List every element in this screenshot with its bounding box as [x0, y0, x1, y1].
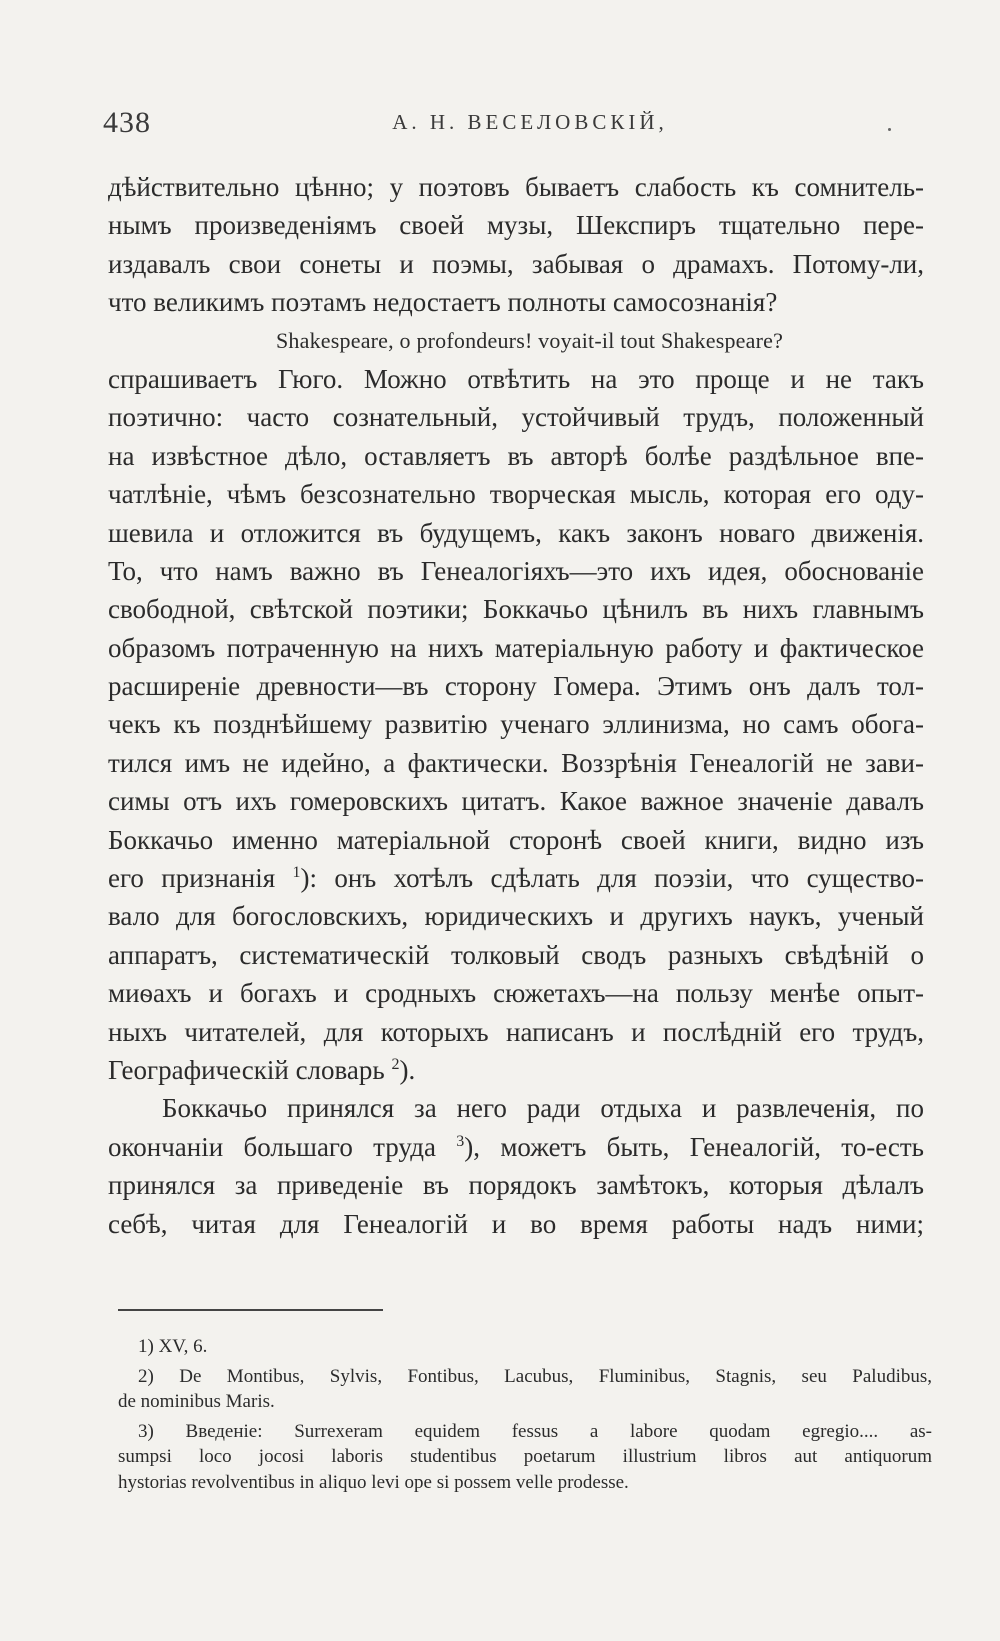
- text-line: дѣйствительно цѣнно; у поэтовъ бываетъ слабость къ сомнитель-: [108, 172, 924, 202]
- text-line: вало для богословскихъ, юридическихъ и другихъ наукъ, ученый: [108, 901, 924, 932]
- footnote-ref: 3: [456, 1132, 465, 1150]
- text-line: То, что намъ важно въ Генеалогіяхъ—это ихъ идея, обоснованіе: [108, 555, 924, 586]
- footnotes: [118, 1334, 932, 1496]
- text-line: миѳахъ и богахъ и сродныхъ сюжетахъ—на пользу менѣе опыт-: [108, 978, 924, 1009]
- footnote-divider: [118, 1309, 383, 1311]
- epigraph-quote: Shakespeare, o profondeurs! voyait-il tout Shakespeare?: [276, 327, 784, 353]
- footnote-ref: 1: [292, 864, 301, 882]
- text-line: расширеніе древности—въ сторону Гомера. Этимъ онъ далъ тол-: [108, 671, 924, 702]
- text-line: издавалъ свои сонеты и поэмы, забывая о драмахъ. Потому-ли,: [108, 248, 924, 279]
- text-line: Боккачьо именно матеріальной сторонѣ своей книги, видно изъ: [108, 824, 924, 855]
- text-fragment: окончаніи большаго труда: [108, 1131, 436, 1162]
- footnote-3-cont: sumpsi loco jocosi laboris studentibus poetarum illustrium libros aut antiquorum: [118, 1446, 932, 1468]
- text-line: нымъ произведеніямъ своей музы, Шекспиръ тщательно пере-: [108, 210, 924, 241]
- text-line: аппаратъ, систематическій толковый сводъ разныхъ свѣдѣній о: [108, 939, 924, 970]
- text-line: образомъ потраченную на нихъ матеріальную работу и фактическое: [108, 632, 924, 663]
- text-fragment: ), можетъ быть, Генеалогій, то-есть: [464, 1131, 924, 1162]
- text-fragment: ).: [399, 1054, 416, 1085]
- footnote-3: 3) Введеніе: Surrexeram equidem fessus a labore quodam egregio.... as-: [138, 1420, 932, 1442]
- text-line: поэтично: часто сознательный, устойчивый трудъ, положенный: [108, 402, 924, 433]
- text-line: тился имъ не идейно, а фактически. Воззрѣнія Генеалогій не зави-: [108, 747, 924, 778]
- footnote-1: 1) XV, 6.: [138, 1336, 208, 1357]
- text-line: чатлѣніе, чѣмъ безсознательно творческая мысль, которая его оду-: [108, 479, 924, 510]
- body-text: [108, 168, 924, 1243]
- text-line: [108, 1051, 924, 1089]
- text-line: что великимъ поэтамъ недостаетъ полноты самосознанія?: [108, 287, 778, 318]
- footnote-ref: 2: [391, 1055, 400, 1073]
- print-speck: [888, 128, 891, 131]
- text-line: спрашиваетъ Гюго. Можно отвѣтить на это проще и не такъ: [108, 363, 924, 394]
- text-line: ныхъ читателей, для которыхъ написанъ и послѣдній его трудъ,: [108, 1016, 924, 1047]
- text-line: себѣ, читая для Генеалогій и во время работы надъ ними;: [108, 1208, 924, 1239]
- text-line: принялся за приведеніе въ порядокъ замѣтокъ, которыя дѣлалъ: [108, 1170, 924, 1201]
- page-number: 438: [103, 106, 151, 139]
- text-fragment: его признанія: [108, 863, 276, 894]
- text-line: на извѣстное дѣло, оставляетъ въ авторѣ болѣе раздѣльное впе-: [108, 440, 924, 471]
- footnote-2: 2) De Montibus, Sylvis, Fontibus, Lacubus, Fluminibus, Stagnis, seu Paludibus,: [138, 1365, 932, 1387]
- footnote-2-cont: de nominibus Maris.: [118, 1391, 275, 1413]
- text-fragment: ): онъ хотѣлъ сдѣлать для поэзіи, что существо-: [300, 863, 925, 894]
- text-line: симы отъ ихъ гомеровскихъ цитатъ. Какое важное значеніе давалъ: [108, 786, 924, 817]
- text-line: [108, 859, 924, 897]
- footnote-3-cont: hystorias revolventibus in aliquo levi ope si possem velle prodesse.: [118, 1471, 629, 1493]
- text-line: [108, 1128, 924, 1166]
- text-line: чекъ къ позднѣйшему развитію ученаго эллинизма, но самъ обога-: [108, 709, 924, 740]
- text-fragment: Географическій словарь: [108, 1054, 385, 1085]
- text-line: свободной, свѣтской поэтики; Боккачьо цѣнилъ въ нихъ главнымъ: [108, 594, 924, 625]
- text-line: Боккачьо принялся за него ради отдыха и развлеченія, по: [162, 1093, 924, 1124]
- running-head: А. Н. ВЕСЕЛОВСКІЙ,: [392, 110, 668, 134]
- text-line: шевила и отложится въ будущемъ, какъ законъ новаго движенія.: [108, 517, 924, 548]
